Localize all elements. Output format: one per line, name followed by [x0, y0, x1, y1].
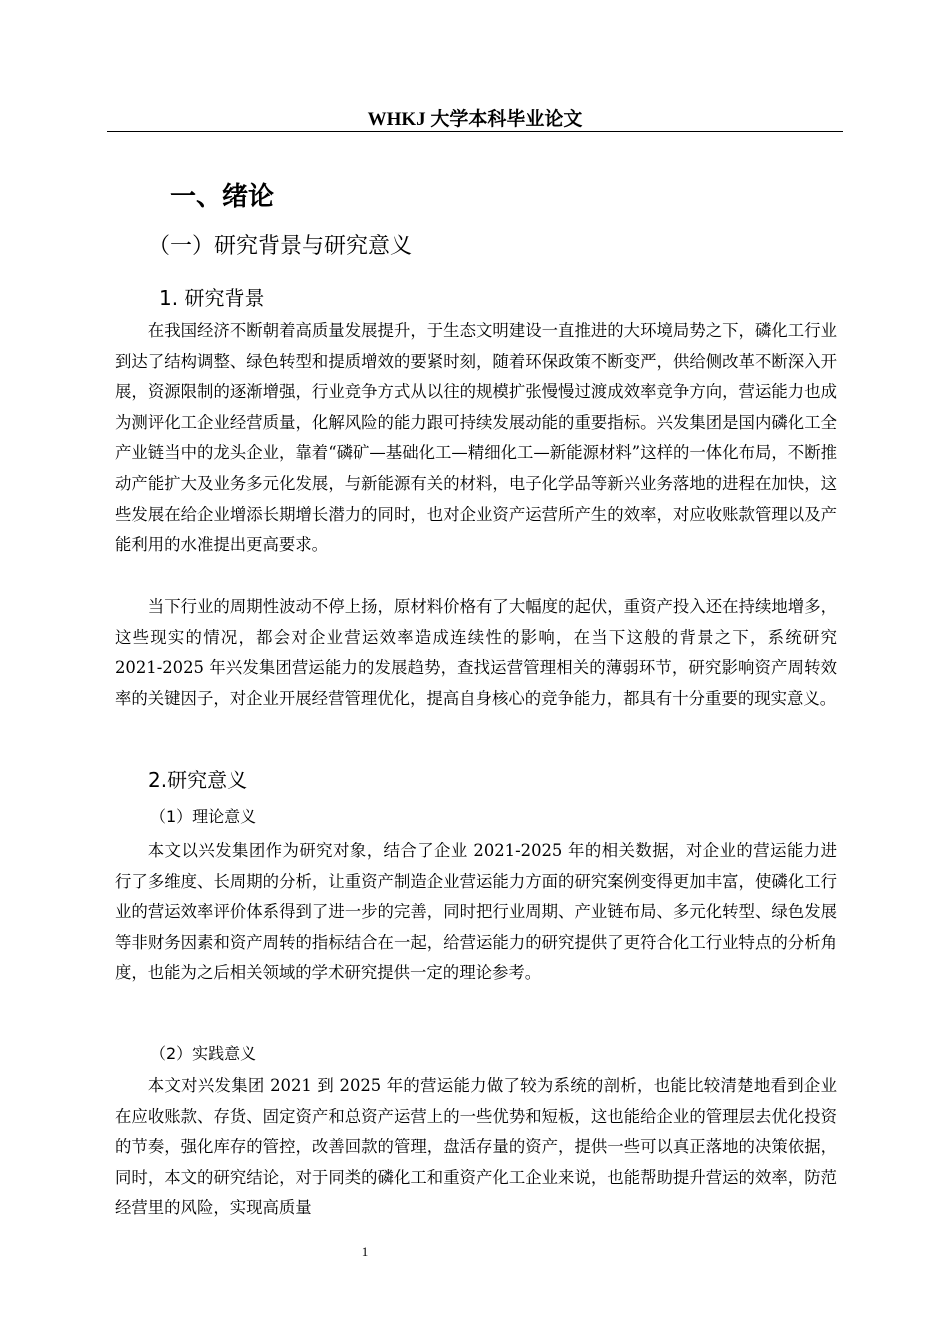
- subsection-title-background: 1. 研究背景: [159, 286, 265, 310]
- document-header: WHKJ 大学本科毕业论文: [367, 109, 583, 130]
- theory-significance-title: （1）理论意义: [150, 807, 257, 826]
- background-paragraph-1: 在我国经济不断朝着高质量发展提升，于生态文明建设一直推进的大环境局势之下，磷化工行业到达了结构调整、绿色转型和提质增效的要紧时刻，随着环保政策不断变严，供给侧改革不断深入开展，资源限制的逐渐增强，行业竞争方式从以往的规模扩张慢慢过渡成效率竞争方向，营运能力也成为测评化工企业经营质量，化解风险的能力跟可持续发展动能的重要指标。兴发集团是国内磷化工全产业链当中的龙头企业，靠着“磷矿—基础化工—精细化工—新能源材料”这样的一体化布局，不断推动产能扩大及业务多元化发展，与新能源有关的材料，电子化学品等新兴业务落地的进程在加快，这些发展在给企业增添长期增长潜力的同时，也对企业资产运营所产生的效率，对应收账款管理以及产能利用的水准提出更高要求。: [115, 321, 837, 555]
- section-title: （一）研究背景与研究意义: [148, 234, 413, 259]
- chapter-title: 一、绪论: [170, 182, 275, 212]
- practice-significance-paragraph: 本文对兴发集团 2021 到 2025 年的营运能力做了较为系统的剖析，也能比较清楚地看到企业在应收账款、存货、固定资产和总资产运营上的一些优势和短板，这也能给企业的管理层去优化投资的节奏，强化库存的管控，改善回款的管理，盘活存量的资产，提供一些可以真正落地的决策依据，同时，本文的研究结论，对于同类的磷化工和重资产化工企业来说，也能帮助提升营运的效率，防范经营里的风险，实现高质量: [115, 1076, 837, 1218]
- header-divider: [107, 131, 843, 132]
- subsection-title-significance: 2.研究意义: [148, 768, 248, 792]
- background-paragraph-2: 当下行业的周期性波动不停上扬，原材料价格有了大幅度的起伏，重资产投入还在持续地增多，这些现实的情况，都会对企业营运效率造成连续性的影响，在当下这般的背景之下，系统研究 2021-2025 年兴发集团营运能力的发展趋势，查找运营管理相关的薄弱环节，研究影响资产周转效率的关键因子，对企业开展经营管理优化，提高自身核心的竞争能力，都具有十分重要的现实意义。: [115, 597, 837, 708]
- theory-significance-paragraph: 本文以兴发集团作为研究对象，结合了企业 2021-2025 年的相关数据，对企业的营运能力进行了多维度、长周期的分析，让重资产制造企业营运能力方面的研究案例变得更加丰富，使磷化工行业的营运效率评价体系得到了进一步的完善，同时把行业周期、产业链布局、多元化转型、绿色发展等非财务因素和资产周转的指标结合在一起，给营运能力的研究提供了更符合化工行业特点的分析角度，也能为之后相关领域的学术研究提供一定的理论参考。: [115, 841, 837, 983]
- page-number: 1: [361, 1244, 369, 1259]
- practice-significance-title: （2）实践意义: [150, 1044, 257, 1063]
